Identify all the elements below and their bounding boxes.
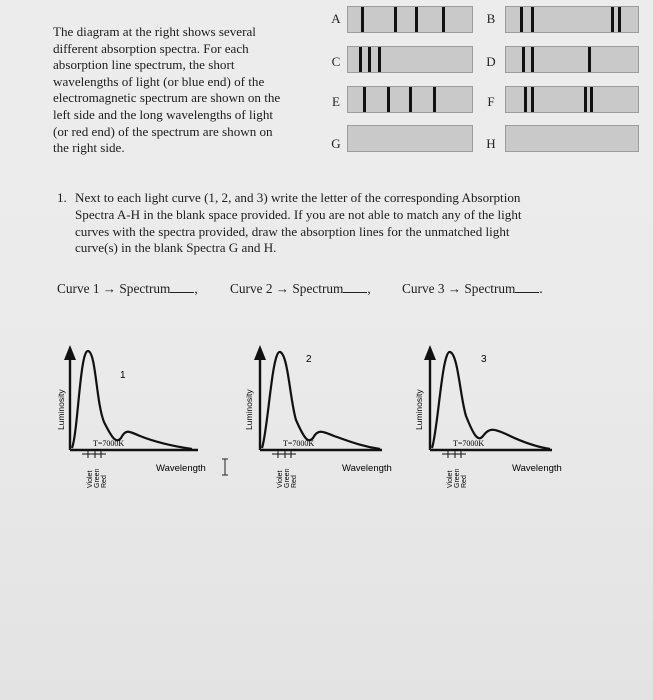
intro-line: left side and the long wavelengths of light — [53, 106, 273, 122]
temperature-label: T=7000K — [283, 439, 315, 448]
spectrum-label-g: G — [331, 136, 341, 151]
absorption-line — [590, 87, 593, 112]
light-curve-graph-1 — [56, 345, 206, 488]
curve-2-prompt-text: Curve 2 → Spectrum — [230, 281, 344, 296]
intro-line: (or red end) of the spectrum are shown on — [53, 123, 273, 139]
light-curve-line — [262, 352, 380, 449]
intro-line: The diagram at the right shows several — [53, 24, 256, 39]
absorption-line — [531, 87, 534, 112]
text-cursor-icon — [222, 458, 228, 476]
y-axis-label: Luminosity — [414, 389, 424, 430]
question-line: Next to each light curve (1, 2, and 3) write the letter of the corresponding Absorption — [75, 190, 521, 205]
x-axis-label: Wavelength — [342, 463, 392, 474]
curve-3-prompt-suffix: . — [539, 281, 543, 296]
absorption-line — [415, 7, 418, 32]
spectrum-label-f: F — [487, 94, 495, 109]
absorption-line — [361, 7, 364, 32]
spectrum-c — [347, 46, 473, 73]
absorption-line — [611, 7, 614, 32]
graph-number: 3 — [481, 354, 487, 365]
spectrum-label-b: B — [486, 11, 496, 26]
spectrum-label-d: D — [486, 54, 496, 69]
curve-2-prompt-suffix: , — [367, 281, 371, 296]
light-curve-graphs — [0, 330, 653, 500]
absorption-line — [442, 7, 445, 32]
absorption-line — [378, 47, 381, 72]
light-curve-line — [432, 352, 550, 449]
intro-line: electromagnetic spectrum are shown on the — [53, 90, 281, 106]
spectrum-label-c: C — [331, 54, 341, 69]
y-axis-arrow-icon — [64, 345, 76, 360]
spectrum-label-h: H — [486, 136, 496, 151]
intro-line: wavelengths of light (or blue end) of the — [53, 73, 265, 89]
green-label: Green — [454, 468, 461, 488]
curve-2-prompt — [230, 281, 371, 297]
absorption-line — [522, 47, 525, 72]
absorption-line — [531, 47, 534, 72]
absorption-line — [359, 47, 362, 72]
absorption-line — [584, 87, 587, 112]
x-axis-label: Wavelength — [512, 463, 562, 474]
question-number: 1. — [57, 190, 67, 205]
graph-number: 2 — [306, 354, 312, 365]
violet-label: Violet — [87, 470, 94, 488]
spectrum-label-a: A — [331, 11, 341, 26]
intro-line: absorption line spectrum, the short — [53, 57, 235, 73]
absorption-line — [394, 7, 397, 32]
absorption-line — [433, 87, 436, 112]
intro-paragraph — [53, 24, 315, 157]
x-axis-label: Wavelength — [156, 463, 206, 474]
absorption-line — [524, 87, 527, 112]
curve-1-prompt — [57, 281, 198, 297]
y-axis-arrow-icon — [254, 345, 266, 360]
intro-line: the right side. — [53, 140, 125, 156]
spectrum-h[interactable] — [505, 125, 639, 152]
question-text — [75, 190, 595, 257]
curve-3-answer-blank[interactable] — [515, 281, 539, 293]
y-axis-label: Luminosity — [244, 389, 254, 430]
violet-label: Violet — [447, 470, 454, 488]
spectrum-f — [505, 86, 639, 113]
curve-1-prompt-suffix: , — [194, 281, 198, 296]
red-label: Red — [461, 475, 468, 488]
light-curve-graph-3 — [414, 345, 562, 488]
absorption-line — [588, 47, 591, 72]
curve-2-answer-blank[interactable] — [343, 281, 367, 293]
spectrum-e — [347, 86, 473, 113]
intro-line: different absorption spectra. For each — [53, 40, 249, 56]
red-label: Red — [101, 475, 108, 488]
violet-label: Violet — [277, 470, 284, 488]
absorption-line — [520, 7, 523, 32]
spectrum-a — [347, 6, 473, 33]
absorption-line — [531, 7, 534, 32]
graph-number: 1 — [120, 370, 126, 381]
curve-1-prompt-text: Curve 1 → Spectrum — [57, 281, 171, 296]
absorption-line — [368, 47, 371, 72]
green-label: Green — [284, 468, 291, 488]
spectrum-g[interactable] — [347, 125, 473, 152]
green-label: Green — [94, 468, 101, 488]
light-curve-graph-2 — [244, 345, 392, 488]
absorption-line — [363, 87, 366, 112]
absorption-line — [618, 7, 621, 32]
absorption-line — [409, 87, 412, 112]
light-curve-line — [72, 351, 192, 449]
curve-1-answer-blank[interactable] — [170, 281, 194, 293]
red-label: Red — [291, 475, 298, 488]
spectrum-b — [505, 6, 639, 33]
curve-3-prompt-text: Curve 3 → Spectrum — [402, 281, 516, 296]
temperature-label: T=7000K — [453, 439, 485, 448]
y-axis-arrow-icon — [424, 345, 436, 360]
question-line: curves with the spectra provided, draw the absorption lines for the unmatched light — [75, 223, 510, 239]
question-line: Spectra A-H in the blank space provided. If you are not able to match any of the light — [75, 206, 522, 222]
absorption-line — [387, 87, 390, 112]
temperature-label: T=7000K — [93, 439, 125, 448]
curve-3-prompt — [402, 281, 543, 297]
question-line: curve(s) in the blank Spectra G and H. — [75, 240, 277, 256]
spectrum-label-e: E — [332, 94, 340, 109]
y-axis-label: Luminosity — [56, 389, 66, 430]
spectrum-d — [505, 46, 639, 73]
